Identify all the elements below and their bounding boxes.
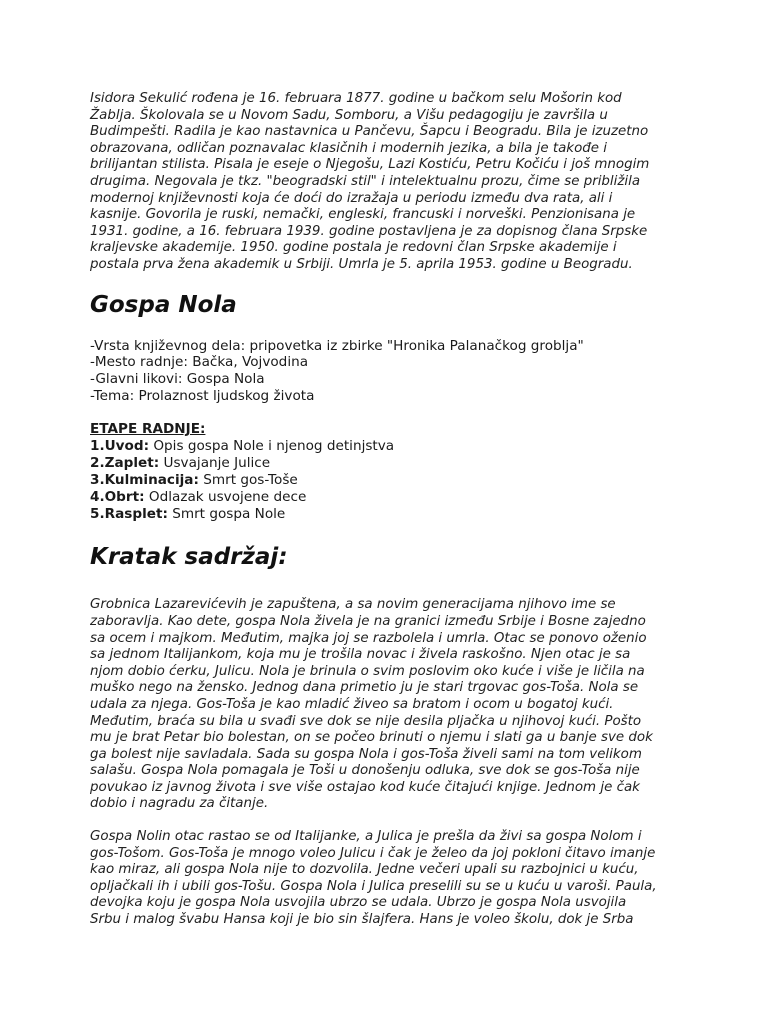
etape-item [90,455,690,472]
etape-text: Opis gospa Nole i njenog detinjstva [149,438,395,455]
etape-item [90,438,690,455]
etape-label: 3.Kulminacija: [90,472,199,489]
fact-item: -Tema: Prolaznost ljudskog života [90,387,315,404]
text-line: sa ocem i majkom. Međutim, majka joj se razbolela i umrla. Otac se ponovo oženio [90,630,647,646]
fact-item: -Mesto radnje: Bačka, Vojvodina [90,354,309,371]
text-line: postala prva žena akademik u Srbiji. Umrla je 5. aprila 1953. godine u Beogradu. [90,256,633,272]
text-line: modernoj književnosti koja će doći do izražaja u periodu između dva rata, ali i [90,190,613,206]
text-line: Žablja. Školovala se u Novom Sadu, Somboru, a Višu pedagogiju je završila u [90,107,608,123]
section-title-kratak-sadrzaj: Kratak sadržaj: [90,544,288,571]
text-line: sa jednom Italijankom, koja mu je trošila novac i živela raskošno. Njen otac je sa [90,647,631,663]
etape-label: 4.Obrt: [90,489,145,506]
etape-item [90,489,690,506]
text-line: salašu. Gospa Nola pomagala je Toši u donošenju odluka, sve dok se gos-Toša nije [90,763,640,779]
section-title-gospa-nola: Gospa Nola [90,291,237,318]
etape-label: 1.Uvod: [90,438,150,455]
etape-text: Smrt gospa Nole [167,506,286,523]
etape-item [90,506,690,523]
text-line: brilijantan stilista. Pisala je eseje o Njegošu, Lazi Kostiću, Petru Kočiću i još mnogim [90,157,650,173]
text-line: muško nego na žensko. Jednog dana primetio ju je stari trgovac gos-Toša. Nola se [90,680,639,696]
text-line: Međutim, braća su bila u svađi sve dok se nije desila pljačka u njihovoj kući. Pošto [90,713,642,729]
summary-paragraph-1 [90,597,690,813]
text-line: mu je brat Petar bio bolestan, on se počeo brinuti o njemu i slati ga u banje sve dok [90,730,653,746]
fact-item: -Vrsta književnog dela: pripovetka iz zbirke "Hronika Palanačkog groblja" [90,337,584,354]
text-line: Gospa Nolin otac rastao se od Italijanke, a Julica je prešla da živi sa gospa Nolom i [90,829,642,845]
text-line: zaboravlja. Kao dete, gospa Nola živela je na granici između Srbije i Bosne zajedno [90,613,646,629]
summary-paragraph-2 [90,829,690,929]
text-line: kao miraz, ali gospa Nola nije to dozvolila. Jedne večeri upali su razbojnici u kuću, [90,862,639,878]
text-line: obrazovana, odličan poznavalac klasičnih i modernih jezika, a bila je takođe i [90,140,607,156]
text-line: Isidora Sekulić rođena je 16. februara 1877. godine u bačkom selu Mošorin kod [90,91,622,106]
text-line: gos-Tošom. Gos-Toša je mnogo voleo Julicu i čak je želeo da joj pokloni čitavo imanje [90,845,656,861]
etape-heading: ETAPE RADNJE: [90,421,206,438]
text-line: ga bolest nije savladala. Sada su gospa Nola i gos-Toša živeli sami na tom velikom [90,746,642,762]
text-line: udala za njega. Gos-Toša je kao mladić živeo sa bratom i ocom u bogatoj kući. [90,696,614,712]
etape-label: 2.Zaplet: [90,455,160,472]
text-line: devojka koju je gospa Nola usvojila ubrzo se udala. Ubrzo je gospa Nola usvojila [90,895,627,911]
biography-paragraph [90,91,690,274]
fact-item: -Glavni likovi: Gospa Nola [90,370,265,387]
etape-label: 5.Rasplet: [90,506,168,523]
text-line: 1931. godine, a 16. februara 1939. godine postavljena je za dopisnog člana Srpske [90,223,648,239]
facts-list [90,338,690,405]
text-line: kraljevske akademije. 1950. godine postala je redovni član Srpske akademije i [90,240,617,256]
text-line: povukao iz javnog života i sve više ostajao kod kuće čitajući knjige. Jednom je čak [90,779,640,795]
text-line: Budimpešti. Radila je kao nastavnica u Pančevu, Šapcu i Beogradu. Bila je izuzetno [90,124,649,140]
document-content [90,90,690,929]
etape-text: Usvajanje Julice [159,455,271,472]
text-line: drugima. Negovala je tkz. "beogradski stil" i intelektualnu prozu, čime se približila [90,173,641,189]
etape-section [90,421,690,523]
text-line: Grobnica Lazarevićevih je zapuštena, a sa novim generacijama njihovo ime se [90,597,616,613]
text-line: njom dobio ćerku, Julicu. Nola je brinula o svim poslovim oko kuće i više je ličila na [90,663,645,679]
etape-text: Smrt gos-Toše [198,472,298,489]
text-line: opljačkali ih i ubili gos-Tošu. Gospa Nola i Julica preselili su se u kuću u varoši. Paula, [90,878,657,894]
etape-text: Odlazak usvojene dece [144,489,307,506]
text-line: Srbu i malog švabu Hansa koji je bio sin šlajfera. Hans je voleo školu, dok je Srba [90,912,634,928]
etape-item [90,472,690,489]
text-line: dobio i nagradu za čitanje. [90,796,269,812]
text-line: kasnije. Govorila je ruski, nemački, engleski, francuski i norveški. Penzionisana je [90,207,636,223]
